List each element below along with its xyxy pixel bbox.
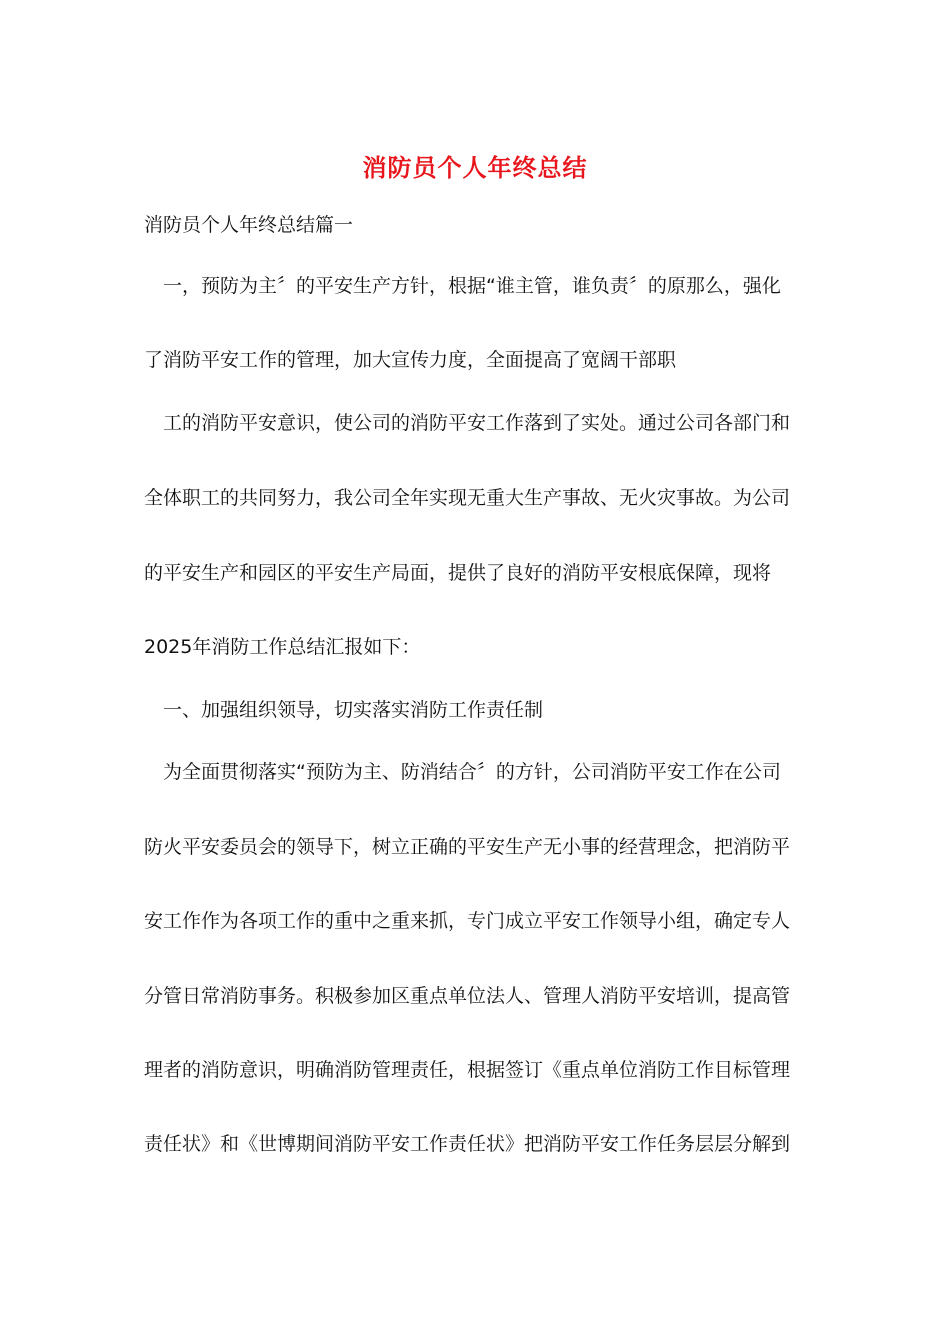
document-title: 消防员个人年终总结: [362, 153, 588, 182]
paragraph-line: 全体职工的共同努力，我公司全年实现无重大生产事故、无火灾事故。为公司: [144, 487, 791, 509]
paragraph-line: 安工作作为各项工作的重中之重来抓，专门成立平安工作领导小组，确定专人: [144, 910, 791, 932]
paragraph-line: 工的消防平安意识，使公司的消防平安工作落到了实处。通过公司各部门和: [163, 412, 791, 434]
paragraph-line: 为全面贯彻落实“预防为主、防消结合〞的方针，公司消防平安工作在公司: [163, 761, 781, 783]
section-heading: 消防员个人年终总结篇一: [144, 214, 354, 236]
paragraph-line: 的平安生产和园区的平安生产局面，提供了良好的消防平安根底保障，现将: [144, 562, 772, 584]
paragraph-line: 了消防平安工作的管理，加大宣传力度，全面提高了宽阔干部职: [144, 349, 677, 371]
paragraph-line: 理者的消防意识，明确消防管理责任，根据签订《重点单位消防工作目标管理: [144, 1059, 791, 1081]
subsection-heading: 一、加强组织领导，切实落实消防工作责任制: [163, 699, 544, 721]
paragraph-line: 防火平安委员会的领导下，树立正确的平安生产无小事的经营理念，把消防平: [144, 836, 791, 858]
paragraph-line: 一，预防为主〞的平安生产方针，根据“谁主管，谁负责〞的原那么，强化: [163, 275, 781, 297]
paragraph-line: 分管日常消防事务。积极参加区重点单位法人、管理人消防平安培训，提高管: [144, 985, 791, 1007]
paragraph-line: 责任状》和《世博期间消防平安工作责任状》把消防平安工作任务层层分解到: [144, 1133, 791, 1155]
paragraph-line: 2025年消防工作总结汇报如下：: [144, 636, 421, 658]
